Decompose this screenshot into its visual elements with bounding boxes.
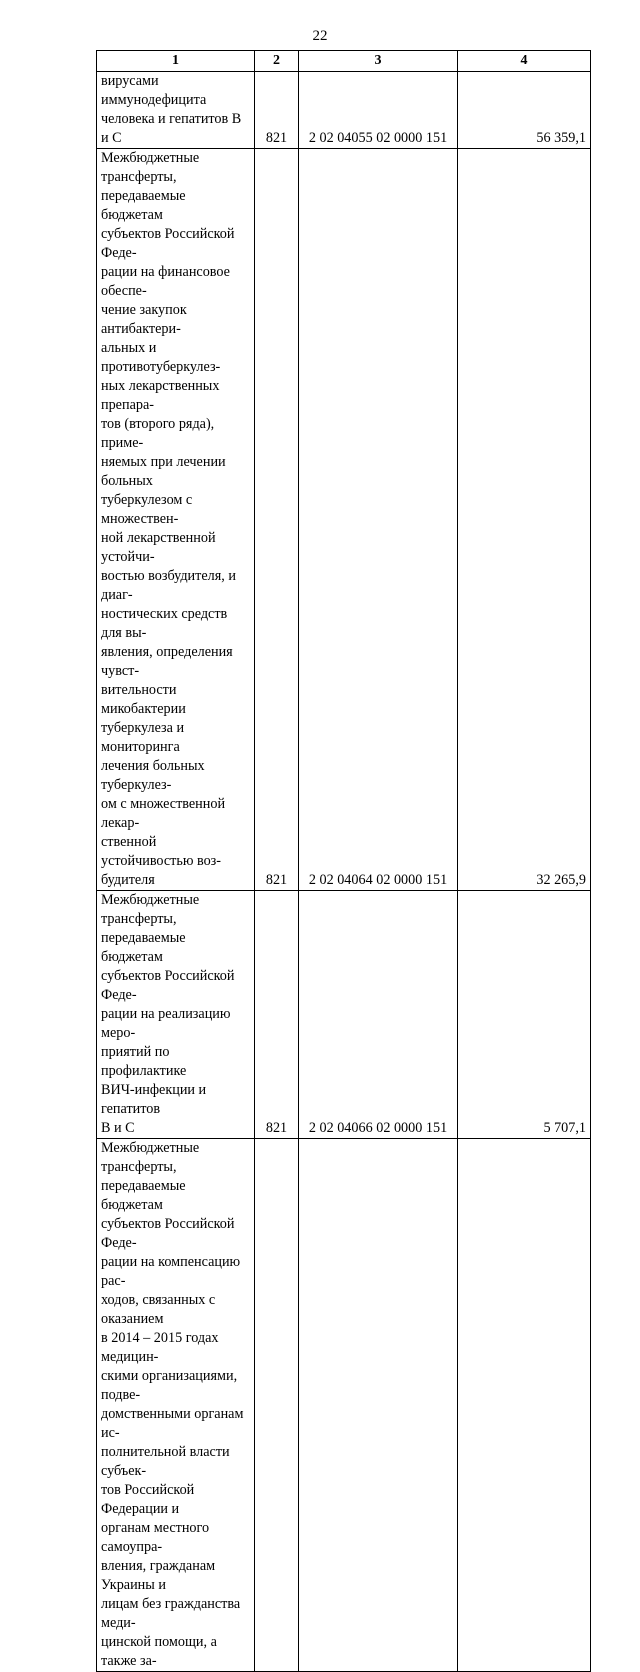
row-description: Межбюджетные трансферты, передаваемые бюджетам субъектов Российской Феде- рации на реализацию меро- приятий по профилактике ВИЧ-инфекции и гепатитов В и С [97, 891, 255, 1139]
row-admin-code: 821 [255, 891, 299, 1139]
row-budget-code: 2 02 04055 02 0000 151 [299, 72, 458, 149]
row-admin-code: 821 [255, 149, 299, 891]
column-header-admin-code: 2 [255, 51, 299, 72]
row-budget-code [299, 1139, 458, 1672]
row-amount: 32 265,9 [458, 149, 591, 891]
row-admin-code: 821 [255, 72, 299, 149]
row-amount [458, 1139, 591, 1672]
column-header-description: 1 [97, 51, 255, 72]
row-amount: 5 707,1 [458, 891, 591, 1139]
column-header-budget-code: 3 [299, 51, 458, 72]
table-row [97, 72, 591, 149]
row-amount: 56 359,1 [458, 72, 591, 149]
table-row [97, 1139, 591, 1672]
budget-table [96, 50, 591, 1672]
row-budget-code: 2 02 04066 02 0000 151 [299, 891, 458, 1139]
row-description: вирусами иммунодефицита человека и гепатитов В и С [97, 72, 255, 149]
row-budget-code: 2 02 04064 02 0000 151 [299, 149, 458, 891]
page-number: 22 [312, 28, 328, 44]
row-admin-code [255, 1139, 299, 1672]
table-row [97, 149, 591, 891]
row-description: Межбюджетные трансферты, передаваемые бюджетам субъектов Российской Феде- рации на компенсацию рас- ходов, связанных с оказанием в 2014 – 2015 годах медицин- скими организациями, подве- домственными органам ис- полнительной власти субъек- тов Российской Федерации и органам местного самоупра- вления, гражданам Украины и лицам без гражданства меди- цинской помощи, а также за- [97, 1139, 255, 1672]
column-header-amount: 4 [458, 51, 591, 72]
row-description: Межбюджетные трансферты, передаваемые бюджетам субъектов Российской Феде- рации на финансовое обеспе- чение закупок антибактери- альных и противотуберкулез- ных лекарственных препара- тов (второго ряда), приме- няемых при лечении больных туберкулезом с множествен- ной лекарственной устойчи- востью возбудителя, и диаг- ностических средств для вы- явления, определения чувст- вительности микобактерии туберкулеза и мониторинга лечения больных туберкулез- ом с множественной лекар- ственной устойчивостью воз- будителя [97, 149, 255, 891]
table-header-row [97, 51, 591, 72]
table-row [97, 891, 591, 1139]
